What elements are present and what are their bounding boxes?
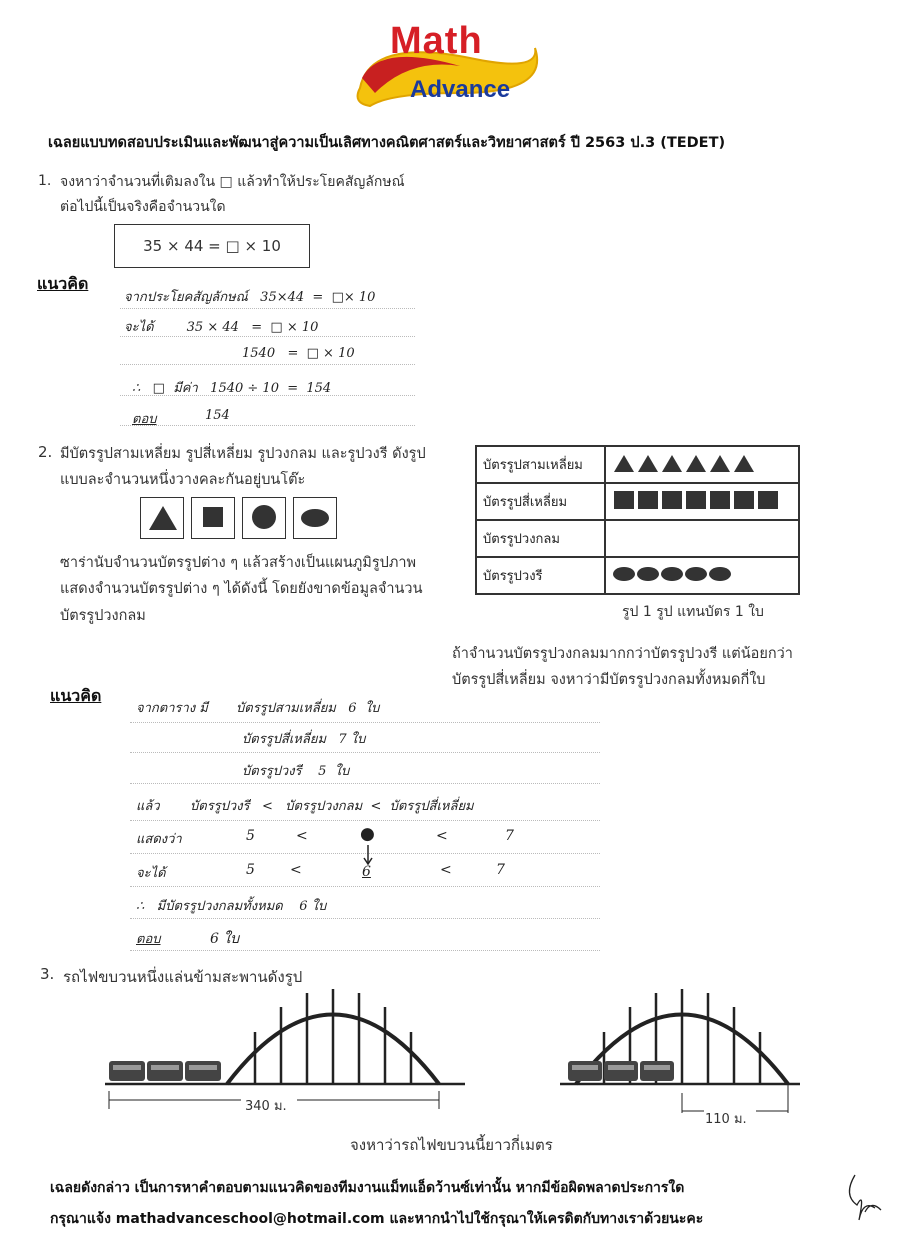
bridge-diagram-2 <box>560 985 800 1115</box>
q2-question1: ถ้าจำนวนบัตรรูปวงกลมมากกว่าบัตรรูปวงรี แต่น้อยกว่า <box>452 646 793 662</box>
q3-dim1: 340 ม. <box>245 1099 287 1114</box>
sq-pict-icon <box>734 491 754 509</box>
q3-question: จงหาว่ารถไฟขบวนนี้ยาวกี่เมตร <box>350 1136 553 1154</box>
q2-line1: มีบัตรรูปสามเหลี่ยม รูปสี่เหลี่ยม รูปวงกลม และรูปวงรี ดังรูป <box>60 446 426 462</box>
q2-row1-b: < <box>296 828 308 844</box>
tri-pict-icon <box>662 455 682 472</box>
table-label: บัตรรูปวงกลม <box>476 520 605 557</box>
q2-row1-e: 7 <box>505 828 514 844</box>
q1-line2: ต่อไปนี้เป็นจริงคือจำนวนใด <box>60 199 226 215</box>
q2-row1-a: 5 <box>246 828 255 844</box>
q2-work-square: บัตรรูปสี่เหลี่ยม 7 ใบ <box>242 732 366 747</box>
q1-answer-label: ตอบ <box>132 412 157 427</box>
oval-card <box>293 497 337 539</box>
triangle-row-icons <box>605 446 799 483</box>
sq-pict-icon <box>662 491 682 509</box>
q1-work-line3: 1540 = □ × 10 <box>242 346 355 361</box>
circle-icon <box>243 498 287 538</box>
q2-work-from-table: จากตาราง มี <box>136 701 208 716</box>
sq-pict-icon <box>614 491 634 509</box>
ov-pict-icon <box>709 567 731 581</box>
q1-approach-label: แนวคิด <box>37 274 89 293</box>
train-icon <box>568 1061 674 1081</box>
q3-number: 3. <box>40 965 55 983</box>
q2-para3: บัตรรูปวงกลม <box>60 608 146 624</box>
table-row <box>476 446 799 483</box>
q1-equation: 35 × 44 = □ × 10 <box>143 237 281 255</box>
ov-pict-icon <box>613 567 635 581</box>
q2-legend: รูป 1 รูป แทนบัตร 1 ใบ <box>622 604 764 620</box>
logo-advance-text: Advance <box>410 76 511 103</box>
q2-row2-d: < <box>440 862 452 878</box>
logo <box>350 18 550 118</box>
footer-line1: เฉลยดังกล่าว เป็นการหาคำตอบตามแนวคิดของทีมงานแม็ทแอ็ดว้านซ์เท่านั้น หากมีข้อผิดพลาดประการใด <box>50 1180 685 1196</box>
oval-row-icons <box>605 557 799 594</box>
q2-work-then: แล้ว <box>136 799 160 814</box>
q1-equation-box <box>114 224 310 268</box>
q1-answer: 154 <box>205 408 230 423</box>
triangle-icon <box>141 498 185 538</box>
q2-row2-e: 7 <box>496 862 505 878</box>
table-row <box>476 520 799 557</box>
square-icon <box>192 498 236 538</box>
q1-work-line4: ∴ □ มีค่า 1540 ÷ 10 = 154 <box>132 381 332 396</box>
footer-line2: กรุณาแจ้ง mathadvanceschool@hotmail.com และหากนำไปใช้กรุณาให้เครดิตกับทางเราด้วยนะคะ <box>50 1211 704 1227</box>
table-row <box>476 483 799 520</box>
q1-work-line1: จากประโยคสัญลักษณ์ 35×44 = □× 10 <box>124 290 376 305</box>
q1-work-line2: จะได้ 35 × 44 = □ × 10 <box>124 320 319 335</box>
q3-line1: รถไฟขบวนหนึ่งแล่นข้ามสะพานดังรูป <box>63 968 303 986</box>
tri-pict-icon <box>614 455 634 472</box>
circle-row-icons <box>605 520 799 557</box>
table-label: บัตรรูปสี่เหลี่ยม <box>476 483 605 520</box>
q2-work-oval: บัตรรูปวงรี 5 ใบ <box>242 764 350 779</box>
q2-work-got: จะได้ <box>136 866 166 881</box>
q2-row2-b: < <box>290 862 302 878</box>
q1-number: 1. <box>38 173 52 189</box>
q2-row2-c: 6 <box>362 864 371 880</box>
oval-icon <box>294 498 338 538</box>
q2-row1-c: ● <box>360 824 375 844</box>
ov-pict-icon <box>661 567 683 581</box>
q1-line1: จงหาว่าจำนวนที่เติมลงใน □ แล้วทำให้ประโยคสัญลักษณ์ <box>60 174 405 190</box>
q2-row2-a: 5 <box>246 862 255 878</box>
logo-math-text: Math <box>390 20 483 62</box>
ov-pict-icon <box>637 567 659 581</box>
q2-answer-label: ตอบ <box>136 932 161 947</box>
pictograph-table <box>475 445 800 595</box>
square-card <box>191 497 235 539</box>
q2-approach-label: แนวคิด <box>50 686 102 705</box>
tri-pict-icon <box>686 455 706 472</box>
q2-para2: แสดงจำนวนบัตรรูปต่าง ๆ ได้ดังนี้ โดยยังขาดข้อมูลจำนวน <box>60 581 423 597</box>
square-row-icons <box>605 483 799 520</box>
train-icon <box>109 1061 221 1081</box>
table-label: บัตรรูปวงรี <box>476 557 605 594</box>
signature-icon <box>835 1170 885 1230</box>
q2-question2: บัตรรูปสี่เหลี่ยม จงหาว่ามีบัตรรูปวงกลมทั้งหมดกี่ใบ <box>452 672 766 688</box>
triangle-card <box>140 497 184 539</box>
table-label: บัตรรูปสามเหลี่ยม <box>476 446 605 483</box>
tri-pict-icon <box>638 455 658 472</box>
sq-pict-icon <box>686 491 706 509</box>
q2-work-compare: บัตรรูปวงรี < บัตรรูปวงกลม < บัตรรูปสี่เหลี่ยม <box>190 799 474 814</box>
page-title: เฉลยแบบทดสอบประเมินและพัฒนาสู่ความเป็นเลิศทางคณิตศาสตร์และวิทยาศาสตร์ ปี 2563 ป.3 (TEDET) <box>48 135 726 151</box>
q2-answer: 6 ใบ <box>210 931 240 947</box>
q2-para1: ซาร่านับจำนวนบัตรรูปต่าง ๆ แล้วสร้างเป็นแผนภูมิรูปภาพ <box>60 555 417 571</box>
tri-pict-icon <box>710 455 730 472</box>
circle-card <box>242 497 286 539</box>
sq-pict-icon <box>710 491 730 509</box>
ov-pict-icon <box>685 567 707 581</box>
table-row <box>476 557 799 594</box>
sq-pict-icon <box>638 491 658 509</box>
q2-line2: แบบละจำนวนหนึ่งวางคละกันอยู่บนโต๊ะ <box>60 472 306 488</box>
q2-number: 2. <box>38 443 53 461</box>
q2-work-shows: แสดงว่า <box>136 832 182 847</box>
q2-row1-d: < <box>436 828 448 844</box>
sq-pict-icon <box>758 491 778 509</box>
q3-dim2: 110 ม. <box>705 1112 747 1127</box>
q2-work-therefore: ∴ มีบัตรรูปวงกลมทั้งหมด 6 ใบ <box>136 899 327 914</box>
q2-cards <box>140 497 336 541</box>
q2-work-triangle: บัตรรูปสามเหลี่ยม 6 ใบ <box>236 701 380 716</box>
tri-pict-icon <box>734 455 754 472</box>
